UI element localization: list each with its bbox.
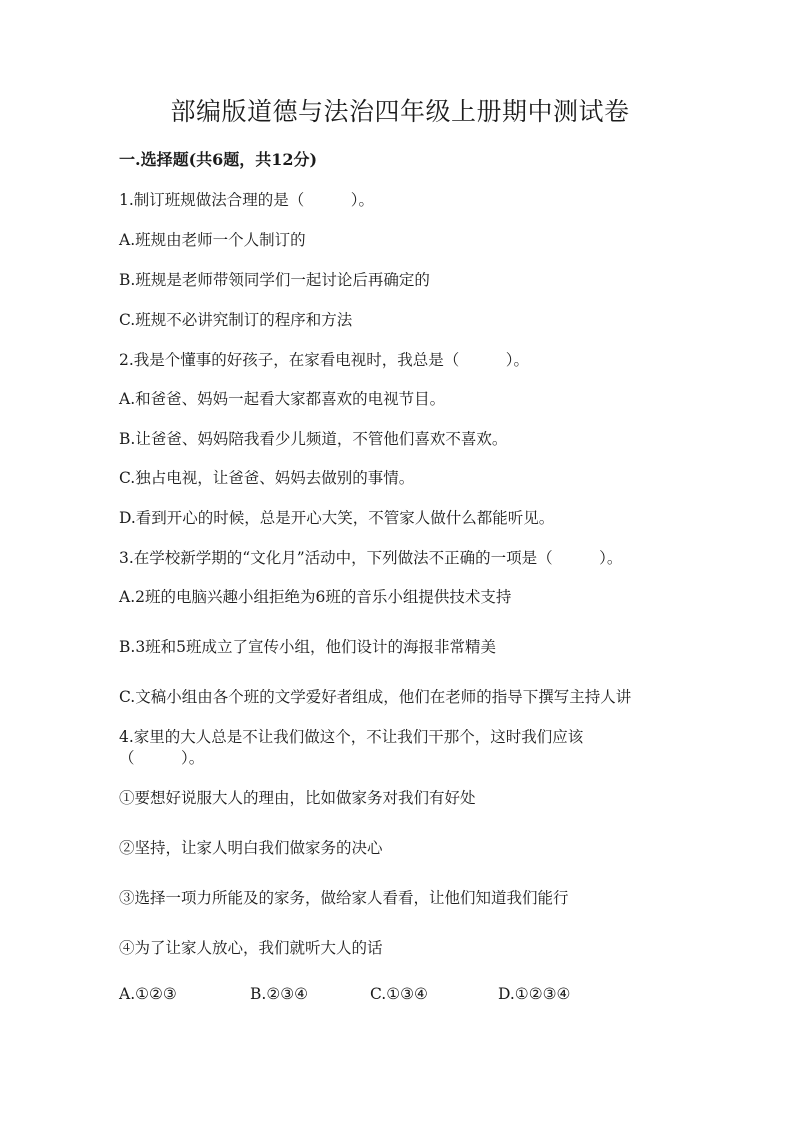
question-4-option-d: D.①②③④ xyxy=(498,985,571,1003)
question-4-option-b: B.②③④ xyxy=(250,985,309,1003)
question-4-statement-3: ③选择一项力所能及的家务，做给家人看看，让他们知道我们能行 xyxy=(119,889,569,907)
question-4-stem-line2: （ ）。 xyxy=(119,749,205,767)
page-title: 部编版道德与法治四年级上册期中测试卷 xyxy=(170,97,630,126)
section-heading: 一.选择题(共6题，共12分) xyxy=(119,150,318,169)
question-1-option-c: C.班规不必讲究制订的程序和方法 xyxy=(119,311,353,329)
question-3-option-b: B.3班和5班成立了宣传小组，他们设计的海报非常精美 xyxy=(119,638,497,656)
question-2-option-a: A.和爸爸、妈妈一起看大家都喜欢的电视节目。 xyxy=(119,390,446,408)
question-2-option-d: D.看到开心的时候，总是开心大笑，不管家人做什么都能听见。 xyxy=(119,509,555,527)
question-4-statement-4: ④为了让家人放心，我们就听大人的话 xyxy=(119,939,383,957)
question-4-option-c: C.①③④ xyxy=(370,985,428,1003)
question-1-stem: 1.制订班规做法合理的是（ ）。 xyxy=(119,191,375,209)
question-2-option-b: B.让爸爸、妈妈陪我看少儿频道，不管他们喜欢不喜欢。 xyxy=(119,430,508,448)
question-2-option-c: C.独占电视，让爸爸、妈妈去做别的事情。 xyxy=(119,469,415,487)
question-3-stem: 3.在学校新学期的“文化月”活动中，下列做法不正确的一项是（ ）。 xyxy=(119,549,623,567)
question-3-option-c: C.文稿小组由各个班的文学爱好者组成，他们在老师的指导下撰写主持人讲 xyxy=(119,688,632,706)
question-3-option-a: A.2班的电脑兴趣小组拒绝为6班的音乐小组提供技术支持 xyxy=(119,588,512,606)
question-4-stem-line1: 4.家里的大人总是不让我们做这个，不让我们干那个，这时我们应该 xyxy=(119,728,584,746)
question-2-stem: 2.我是个懂事的好孩子，在家看电视时，我总是（ ）。 xyxy=(119,351,530,369)
question-4-options xyxy=(119,985,719,1005)
question-4-option-a: A.①②③ xyxy=(119,985,177,1003)
question-1-option-b: B.班规是老师带领同学们一起讨论后再确定的 xyxy=(119,271,430,289)
question-4-statement-2: ②坚持，让家人明白我们做家务的决心 xyxy=(119,839,383,857)
question-1-option-a: A.班规由老师一个人制订的 xyxy=(119,231,306,249)
question-4-statement-1: ①要想好说服大人的理由，比如做家务对我们有好处 xyxy=(119,789,476,807)
